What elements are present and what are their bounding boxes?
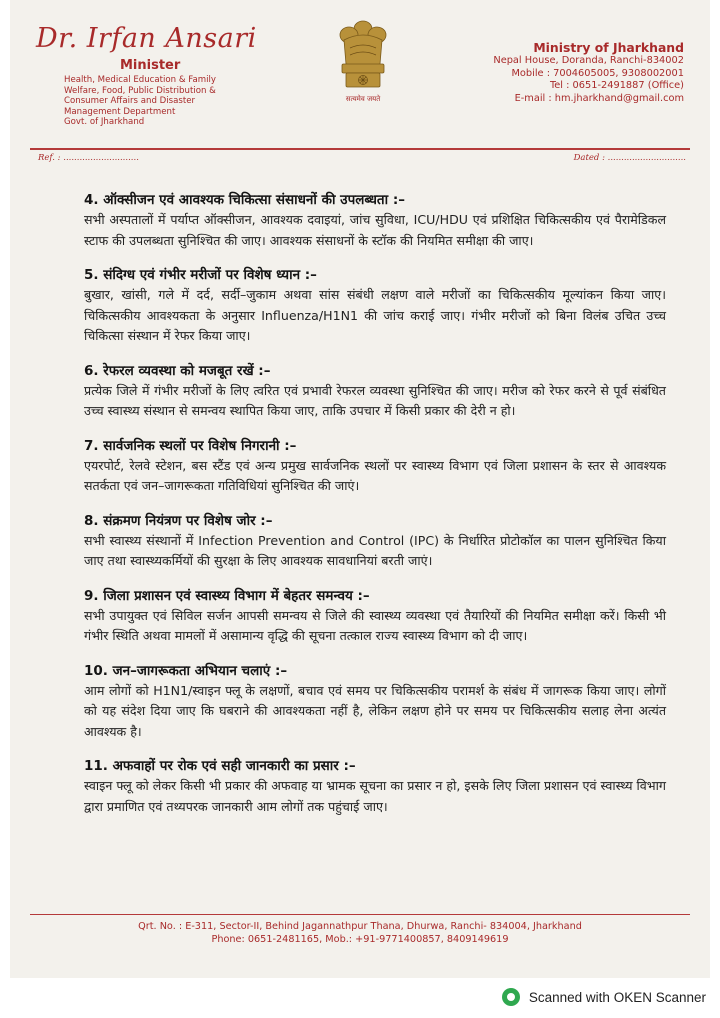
section-heading: 5. संदिग्ध एवं गंभीर मरीजों पर विशेष ध्यान :– xyxy=(84,267,317,283)
section-5 xyxy=(84,265,666,347)
department-lines xyxy=(64,75,286,128)
scanner-label: Scanned with OKEN Scanner xyxy=(528,989,706,1005)
minister-title: Minister xyxy=(120,58,181,73)
footer-phone: Phone: 0651-2481165, Mob.: +91-9771400857, 8409149619 xyxy=(211,934,509,945)
section-text: स्वाइन फ्लू को लेकर किसी भी प्रकार की अफवाह या भ्रामक सूचना का प्रसार न हो, इसके लिए जिला प्रशासन एवं स्वास्थ्य विभाग द्वारा प्रमाणित एवं तथ्यपरक जानकारी आम लोगों तक पहुंचाई जाए। xyxy=(84,778,666,814)
minister-name-signature: Dr. Irfan Ansari xyxy=(36,23,257,54)
section-text: बुखार, खांसी, गले में दर्द, सर्दी–जुकाम अथवा सांस संबंधी लक्षण वाले मरीजों का चिकित्सकीय मूल्यांकन किया जाए। चिकित्सकीय आवश्यकता के अनुसार Influenza/H1N1 की जांच कराई जाए। गंभीर मरीजों को बिना विलंब उचित उच्च चिकित्सा संस्थान में रेफर किया जाए। xyxy=(84,287,666,343)
section-text: एयरपोर्ट, रेलवे स्टेशन, बस स्टैंड एवं अन्य प्रमुख सार्वजनिक स्थलों पर स्वास्थ्य विभाग एवं जिला प्रशासन के स्तर से आवश्यक सतर्कता एवं जन–जागरूकता गतिविधियां सुनिश्चित की जाएं। xyxy=(84,457,666,493)
scanner-watermark xyxy=(502,988,706,1006)
section-text: सभी स्वास्थ्य संस्थानों में Infection Prevention and Control (IPC) के निर्धारित प्रोटोकॉल का पालन सुनिश्चित किया जाए तथा स्वास्थ्यकर्मियों की सुरक्षा के लिए आवश्यक सावधानियां बरती जाएं। xyxy=(84,532,666,568)
ashoka-emblem-icon xyxy=(336,18,390,94)
department-line: Health, Medical Education & Family xyxy=(64,75,216,85)
header-divider xyxy=(30,148,690,150)
section-heading: 6. रेफरल व्यवस्था को मजबूत रखें :– xyxy=(84,362,271,379)
section-text: सभी उपायुक्त एवं सिविल सर्जन आपसी समन्वय से जिले की स्वास्थ्य व्यवस्था एवं तैयारियों की नियमित समीक्षा करें। किसी भी गंभीर स्थिति अथवा मामलों में असामान्य वृद्धि की सूचना तत्काल राज्य स्वास्थ्य विभाग को दी जाए। xyxy=(84,607,666,643)
dated-field: Dated : ............................. xyxy=(573,153,686,163)
section-text: आम लोगों को H1N1/स्वाइन फ्लू के लक्षणों, बचाव एवं समय पर चिकित्सकीय परामर्श के संबंध में जागरूक किया जाए। लोगों को यह संदेश दिया जाए कि घबराने की आवश्यकता नहीं है, लेकिन लक्षण होने पर समय पर चिकित्सकीय सलाह लेना अत्यंत आवश्यक है। xyxy=(84,682,666,739)
letter-page xyxy=(10,0,710,978)
section-heading: 9. जिला प्रशासन एवं स्वास्थ्य विभाग में बेहतर समन्वय :– xyxy=(84,587,370,604)
section-6 xyxy=(84,361,666,422)
department-line: Management Department xyxy=(64,106,176,117)
section-7 xyxy=(84,436,666,497)
ministry-name: Ministry of Jharkhand xyxy=(533,40,684,55)
section-heading: 10. जन–जागरूकता अभियान चलाएं :– xyxy=(84,662,288,679)
department-line: Consumer Affairs and Disaster xyxy=(64,96,196,107)
section-text: प्रत्येक जिले में गंभीर मरीजों के लिए त्वरित एवं प्रभावी रेफरल व्यवस्था सुनिश्चित की जाए। मरीज को रेफर करने से पूर्व संबंधित उच्च स्वास्थ्य संस्थान से समन्वय स्थापित किया जाए, ताकि उपचार में किसी प्रकार की देरी न हो। xyxy=(84,382,666,418)
letterhead-right xyxy=(424,40,684,105)
footer-address: Qrt. No. : E-311, Sector-II, Behind Jagannathpur Thana, Dhurwa, Ranchi- 834004, Jharkhand xyxy=(138,921,582,932)
section-text: सभी अस्पतालों में पर्याप्त ऑक्सीजन, आवश्यक दवाइयां, जांच सुविधा, ICU/HDU एवं प्रशिक्षित चिकित्सकीय एवं पैरामेडिकल स्टाफ की उपलब्धता सुनिश्चित की जाए। आवश्यक संसाधनों के स्टॉक की नियमित समीक्षा की जाए। xyxy=(84,212,666,248)
section-heading: 7. सार्वजनिक स्थलों पर विशेष निगरानी :– xyxy=(84,437,297,454)
reference-field: Ref. : ............................ xyxy=(38,153,139,163)
section-10 xyxy=(84,661,666,743)
oken-scanner-logo-icon xyxy=(502,988,520,1006)
department-line: Welfare, Food, Public Distribution & xyxy=(64,85,216,96)
section-heading: 4. ऑक्सीजन एवं आवश्यक चिकित्सा संसाधनों की उपलब्धता :– xyxy=(84,192,405,208)
section-heading: 8. संक्रमण नियंत्रण पर विशेष जोर :– xyxy=(84,512,273,529)
national-emblem xyxy=(328,18,398,104)
department-line: Govt. of Jharkhand xyxy=(64,117,145,128)
section-4 xyxy=(84,190,666,251)
address-line: Nepal House, Doranda, Ranchi-834002 xyxy=(493,55,684,66)
section-8 xyxy=(84,511,666,572)
letter-footer xyxy=(10,920,710,946)
section-heading: 11. अफवाहों पर रोक एवं सही जानकारी का प्रसार :– xyxy=(84,758,356,774)
mobile-line: Mobile : 7004605005, 9308002001 xyxy=(511,67,684,79)
emblem-motto: सत्यमेव जयते xyxy=(345,95,381,103)
footer-divider xyxy=(30,914,690,915)
section-9 xyxy=(84,586,666,647)
section-11 xyxy=(84,756,666,817)
letter-body xyxy=(84,190,666,831)
email-line: E-mail : hm.jharkhand@gmail.com xyxy=(514,92,684,104)
telephone-line: Tel : 0651-2491887 (Office) xyxy=(549,80,684,92)
letterhead-left xyxy=(36,22,286,128)
